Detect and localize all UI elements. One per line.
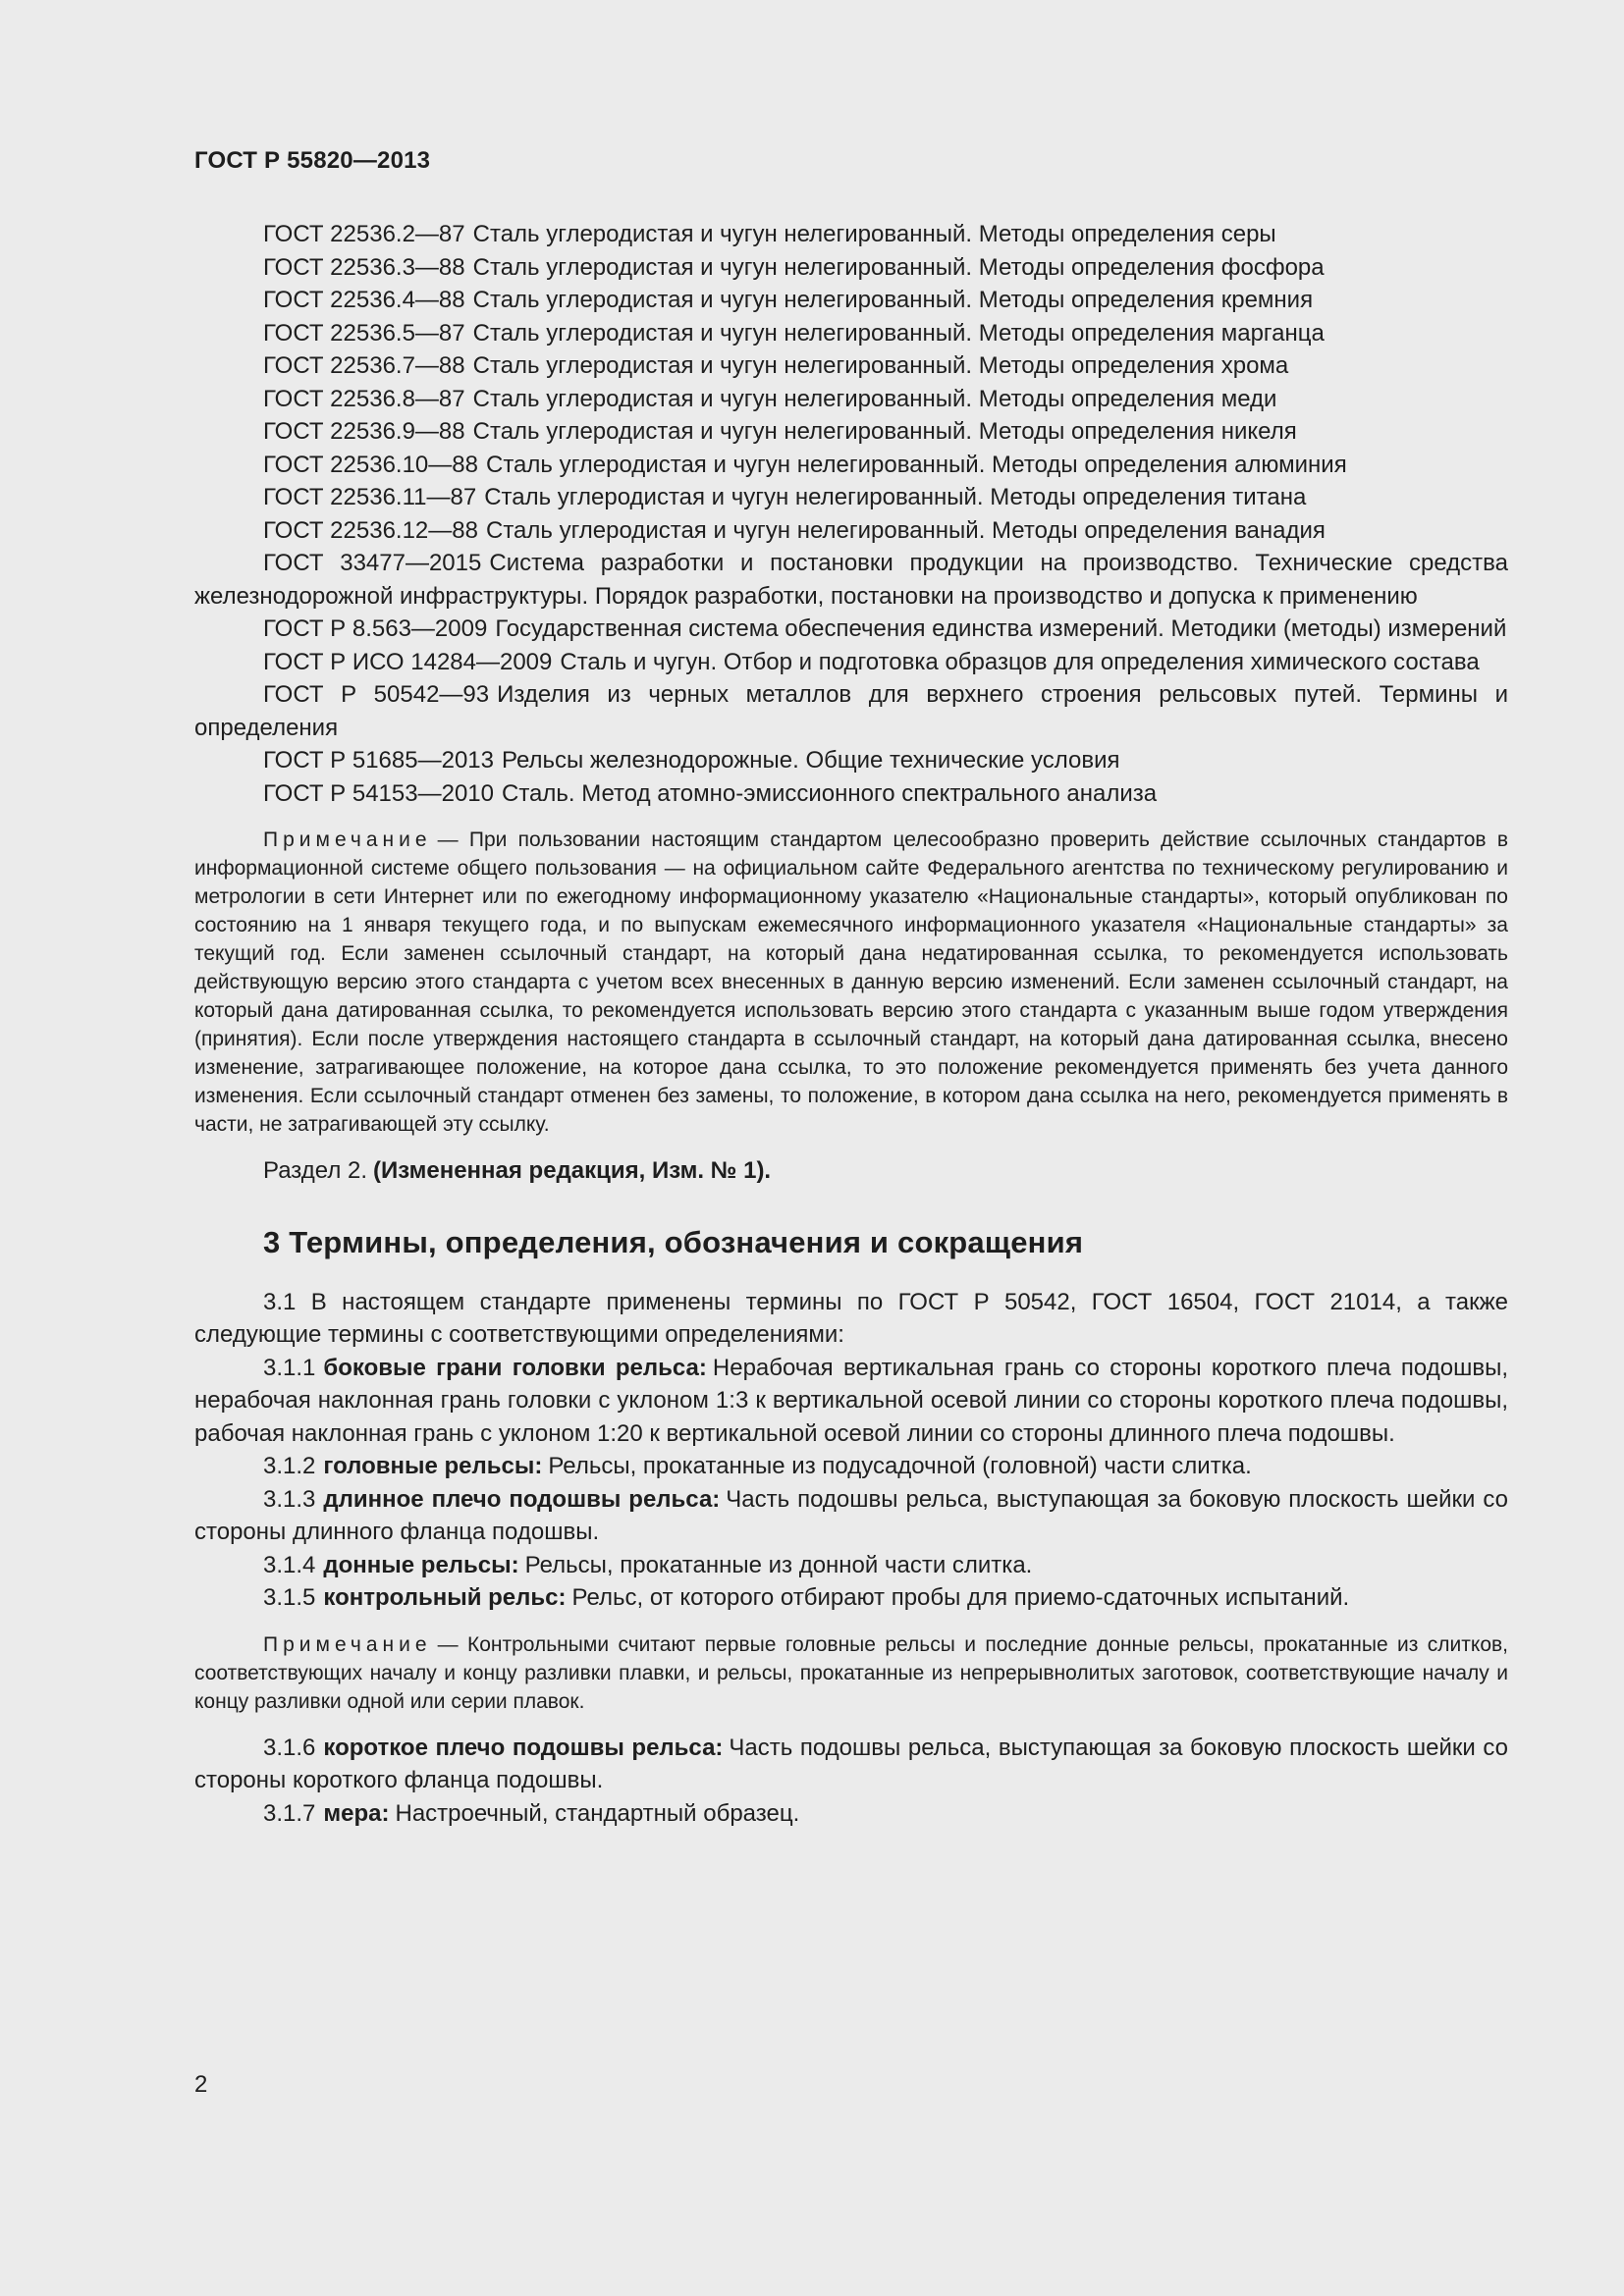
reference-item bbox=[194, 777, 1508, 811]
references-list bbox=[194, 218, 1508, 810]
reference-item bbox=[194, 349, 1508, 383]
term-name: контрольный рельс: bbox=[323, 1584, 567, 1611]
term-item bbox=[194, 1732, 1508, 1797]
reference-title: Сталь углеродистая и чугун нелегированный. Методы определения алюминия bbox=[485, 451, 1347, 478]
reference-code: ГОСТ Р 50542—93 bbox=[263, 681, 490, 708]
term-name: мера: bbox=[323, 1799, 390, 1827]
term-definition: Настроечный, стандартный образец. bbox=[395, 1799, 800, 1827]
reference-code: ГОСТ 22536.4—88 bbox=[263, 287, 465, 313]
reference-code: ГОСТ Р 51685—2013 bbox=[263, 747, 494, 774]
reference-title: Сталь углеродистая и чугун нелегированный. Методы определения ванадия bbox=[485, 516, 1326, 544]
reference-title: Сталь углеродистая и чугун нелегированный. Методы определения меди bbox=[472, 385, 1277, 412]
term-definition: Рельс, от которого отбирают пробы для приемо-сдаточных испытаний. bbox=[571, 1584, 1350, 1611]
references-note bbox=[194, 826, 1508, 1139]
term-number: 3.1.3 bbox=[263, 1485, 316, 1513]
reference-item bbox=[194, 481, 1508, 514]
term-number: 3.1.1 bbox=[263, 1354, 316, 1381]
term-definition: Нерабочая вертикальная грань со стороны короткого плеча подошвы, нерабочая наклонная грань головки с уклоном 1:3 к вертикальной осевой линии со стороны короткого плеча подошвы, рабочая наклонная грань с уклоном 1:20 к вертикальной осевой линии со стороны длинного плеча подошвы. bbox=[194, 1354, 1508, 1447]
reference-item bbox=[194, 646, 1508, 679]
reference-title: Изделия из черных металлов для верхнего строения рельсовых путей. Термины и определения bbox=[194, 681, 1508, 741]
reference-title: Сталь углеродистая и чугун нелегированный. Методы определения марганца bbox=[472, 319, 1325, 347]
reference-code: ГОСТ 22536.2—87 bbox=[263, 221, 465, 247]
reference-title: Сталь углеродистая и чугун нелегированный. Методы определения никеля bbox=[472, 418, 1297, 445]
reference-title: Государственная система обеспечения единства измерений. Методики (методы) измерений bbox=[495, 615, 1507, 642]
reference-code: ГОСТ 22536.8—87 bbox=[263, 385, 465, 412]
term-name: длинное плечо подошвы рельса: bbox=[323, 1485, 721, 1513]
term-number: 3.1.7 bbox=[263, 1799, 316, 1827]
reference-code: ГОСТ 22536.3—88 bbox=[263, 253, 465, 281]
reference-title: Сталь углеродистая и чугун нелегированный. Методы определения титана bbox=[484, 484, 1307, 510]
term-definition: Часть подошвы рельса, выступающая за боковую плоскость шейки со стороны короткого фланца подошвы. bbox=[194, 1734, 1508, 1793]
reference-item bbox=[194, 317, 1508, 350]
section-body bbox=[194, 1286, 1508, 1615]
reference-code: ГОСТ 22536.9—88 bbox=[263, 418, 465, 445]
term-definition: Рельсы, прокатанные из подусадочной (головной) части слитка. bbox=[548, 1453, 1252, 1479]
reference-item bbox=[194, 284, 1508, 317]
reference-title: Сталь углеродистая и чугун нелегированный. Методы определения серы bbox=[472, 221, 1276, 247]
amendment-text: (Измененная редакция, Изм. № 1). bbox=[373, 1157, 772, 1184]
amendment-prefix: Раздел 2. bbox=[263, 1157, 368, 1184]
section-body-continued bbox=[194, 1732, 1508, 1831]
section-title: 3 Термины, определения, обозначения и сокращения bbox=[263, 1224, 1084, 1259]
term-item bbox=[194, 1797, 1508, 1831]
reference-item bbox=[194, 514, 1508, 548]
reference-code: ГОСТ 22536.7—88 bbox=[263, 352, 465, 379]
term-number: 3.1.4 bbox=[263, 1551, 316, 1578]
term-item bbox=[194, 1352, 1508, 1451]
term-definition: Рельсы, прокатанные из донной части слитка. bbox=[524, 1551, 1033, 1578]
term-definition: Часть подошвы рельса, выступающая за боковую плоскость шейки со стороны длинного фланца подошвы. bbox=[194, 1485, 1508, 1545]
reference-title: Сталь углеродистая и чугун нелегированный. Методы определения хрома bbox=[472, 352, 1289, 379]
reference-title: Сталь. Метод атомно-эмиссионного спектрального анализа bbox=[501, 779, 1158, 807]
terms-note bbox=[194, 1630, 1508, 1716]
reference-item bbox=[194, 251, 1508, 285]
term-item bbox=[194, 1549, 1508, 1582]
section-intro: 3.1 В настоящем стандарте применены термины по ГОСТ Р 50542, ГОСТ 16504, ГОСТ 21014, а также следующие термины с соответствующими определениями: bbox=[194, 1288, 1508, 1348]
term-name: короткое плечо подошвы рельса: bbox=[323, 1734, 724, 1761]
reference-code: ГОСТ Р 8.563—2009 bbox=[263, 615, 488, 642]
reference-title: Сталь и чугун. Отбор и подготовка образцов для определения химического состава bbox=[560, 648, 1480, 675]
reference-code: ГОСТ Р 54153—2010 bbox=[263, 779, 494, 807]
reference-item bbox=[194, 415, 1508, 449]
reference-item bbox=[194, 744, 1508, 777]
reference-title: Рельсы железнодорожные. Общие технические условия bbox=[501, 747, 1120, 774]
document-header: ГОСТ Р 55820—2013 bbox=[194, 147, 431, 174]
term-item bbox=[194, 1581, 1508, 1615]
note-label: Примечание bbox=[263, 1632, 432, 1656]
reference-title: Сталь углеродистая и чугун нелегированный. Методы определения кремния bbox=[472, 287, 1314, 313]
reference-code: ГОСТ 22536.5—87 bbox=[263, 319, 465, 347]
reference-item bbox=[194, 218, 1508, 251]
reference-title: Система разработки и постановки продукции на производство. Технические средства железнодорожной инфраструктуры. Порядок разработки, постановки на производство и допуска к применению bbox=[194, 550, 1509, 610]
note-label: Примечание bbox=[263, 828, 432, 851]
term-item bbox=[194, 1450, 1508, 1483]
reference-code: ГОСТ Р ИСО 14284—2009 bbox=[263, 648, 553, 675]
term-number: 3.1.5 bbox=[263, 1584, 316, 1611]
term-number: 3.1.2 bbox=[263, 1453, 316, 1479]
reference-item bbox=[194, 383, 1508, 416]
amendment-note bbox=[194, 1154, 1508, 1188]
note-text: — Контрольными считают первые головные рельсы и последние донные рельсы, прокатанные из слитков, соответствующих началу и концу разливки плавки, и рельсы, прокатанные из непрерывнолитых заготовок, соответствующие началу и концу разливки одной или серии плавок. bbox=[194, 1632, 1508, 1713]
reference-code: ГОСТ 22536.12—88 bbox=[263, 516, 478, 544]
reference-code: ГОСТ 33477—2015 bbox=[263, 550, 482, 576]
reference-item bbox=[194, 613, 1508, 646]
reference-title: Сталь углеродистая и чугун нелегированный. Методы определения фосфора bbox=[472, 253, 1325, 281]
term-name: головные рельсы: bbox=[323, 1453, 543, 1479]
term-number: 3.1.6 bbox=[263, 1734, 316, 1761]
page-number: 2 bbox=[194, 2071, 208, 2098]
reference-item bbox=[194, 678, 1508, 744]
reference-item bbox=[194, 547, 1508, 613]
term-name: боковые грани головки рельса: bbox=[323, 1354, 707, 1381]
reference-item bbox=[194, 449, 1508, 482]
reference-code: ГОСТ 22536.11—87 bbox=[263, 484, 477, 510]
reference-code: ГОСТ 22536.10—88 bbox=[263, 451, 478, 478]
term-item bbox=[194, 1483, 1508, 1549]
term-name: донные рельсы: bbox=[323, 1551, 519, 1578]
note-text: — При пользовании настоящим стандартом целесообразно проверить действие ссылочных стандартов в информационной системе общего пользования — на официальном сайте Федерального агентства по техническому регулированию и метрологии в сети Интернет или по ежегодному информационному указателю «Национальные стандарты», который опубликован по состоянию на 1 января текущего года, и по выпускам ежемесячного информационного указателя «Национальные стандарты» за текущий год. Если заменен ссылочный стандарт, на который дана недатированная ссылка, то рекомендуется использовать действующую версию этого стандарта с учетом всех внесенных в данную версию изменений. Если заменен ссылочный стандарт, на который дана датированная ссылка, то рекомендуется использовать версию этого стандарта с указанным выше годом утверждения (принятия). Если после утверждения настоящего стандарта в ссылочный стандарт, на который дана датированная ссылка, внесено изменение, затрагивающее положение, на которое дана ссылка, то это положение рекомендуется применять без учета данного изменения. Если ссылочный стандарт отменен без замены, то положение, в котором дана ссылка на него, рекомендуется применять в части, не затрагивающей эту ссылку. bbox=[194, 828, 1508, 1136]
